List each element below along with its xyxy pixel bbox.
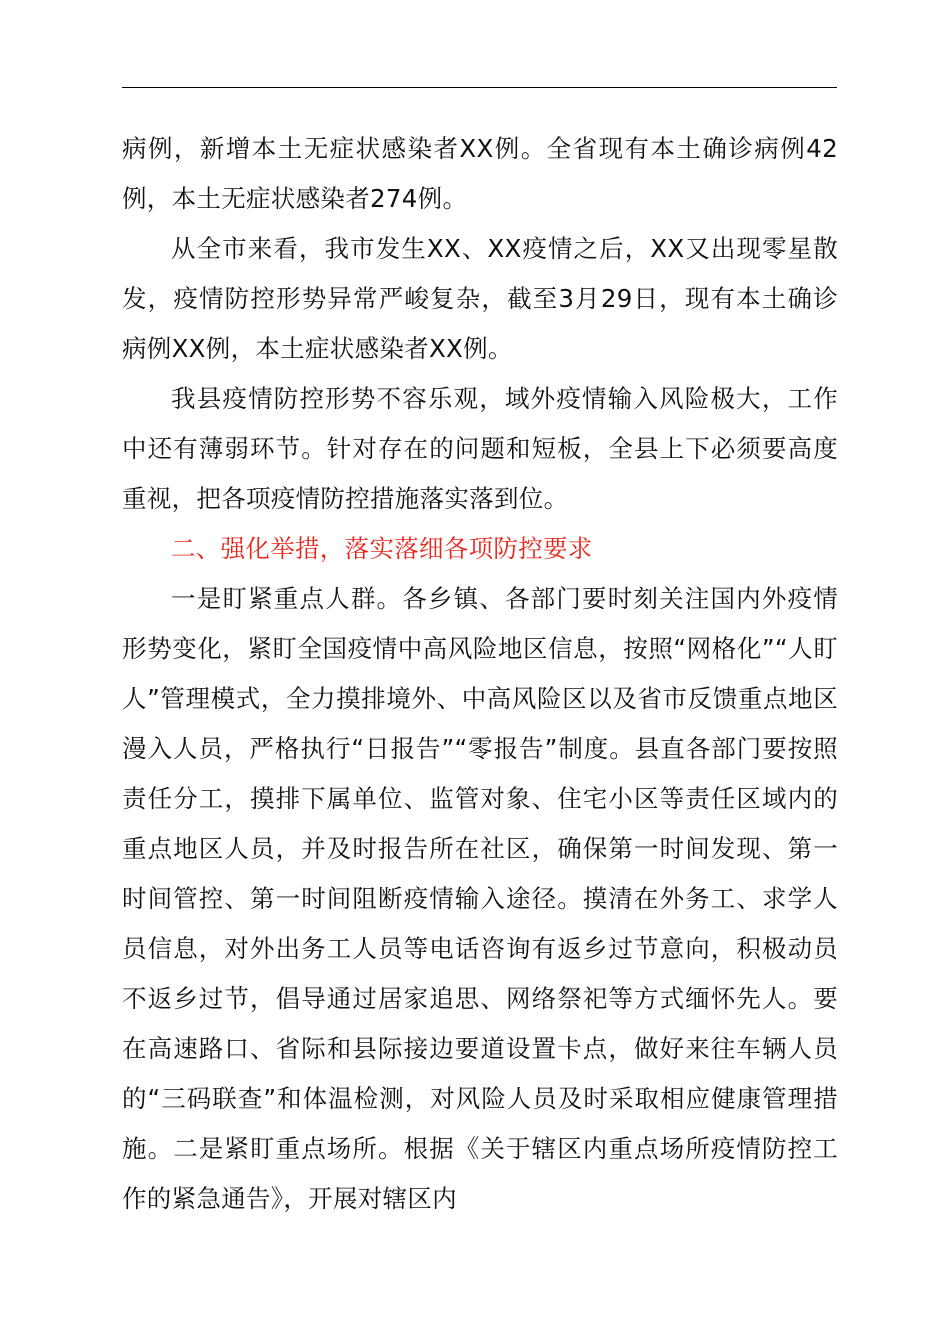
paragraph-measures: 一是盯紧重点人群。各乡镇、各部门要时刻关注国内外疫情形势变化，紧盯全国疫情中高风险地区信息，按照“网格化”“人盯人”管理模式，全力摸排境外、中高风险区以及省市反馈重点地区漫入人员，严格执行“日报告”“零报告”制度。县直各部门要按照责任分工，摸排下属单位、监管对象、住宅小区等责任区域内的重点地区人员，并及时报告所在社区，确保第一时间发现、第一时间管控、第一时间阻断疫情输入途径。摸清在外务工、求学人员信息，对外出务工人员等电话咨询有返乡过节意向，积极动员不返乡过节，倡导通过居家追思、网络祭祀等方式缅怀先人。要在高速路口、省际和县际接边要道设置卡点，做好来往车辆人员的“三码联查”和体温检测，对风险人员及时采取相应健康管理措施。二是紧盯重点场所。根据《关于辖区内重点场所疫情防控工作的紧急通告》，开展对辖区内 [122, 584, 838, 1213]
paragraph-city-situation: 从全市来看，我市发生XX、XX疫情之后，XX又出现零星散发，疫情防控形势异常严峻复杂，截至3月29日，现有本土确诊病例XX例，本土症状感染者XX例。 [122, 234, 838, 363]
section-heading: 二、强化举措，落实落细各项防控要求 [171, 534, 593, 563]
document-body [122, 124, 838, 1224]
header-rule [122, 87, 837, 88]
paragraph-continued: 病例，新增本土无症状感染者XX例。全省现有本土确诊病例42例，本土无症状感染者274例。 [122, 134, 838, 213]
paragraph-county-situation: 我县疫情防控形势不容乐观，域外疫情输入风险极大，工作中还有薄弱环节。针对存在的问题和短板，全县上下必须要高度重视，把各项疫情防控措施落实落到位。 [122, 384, 838, 513]
